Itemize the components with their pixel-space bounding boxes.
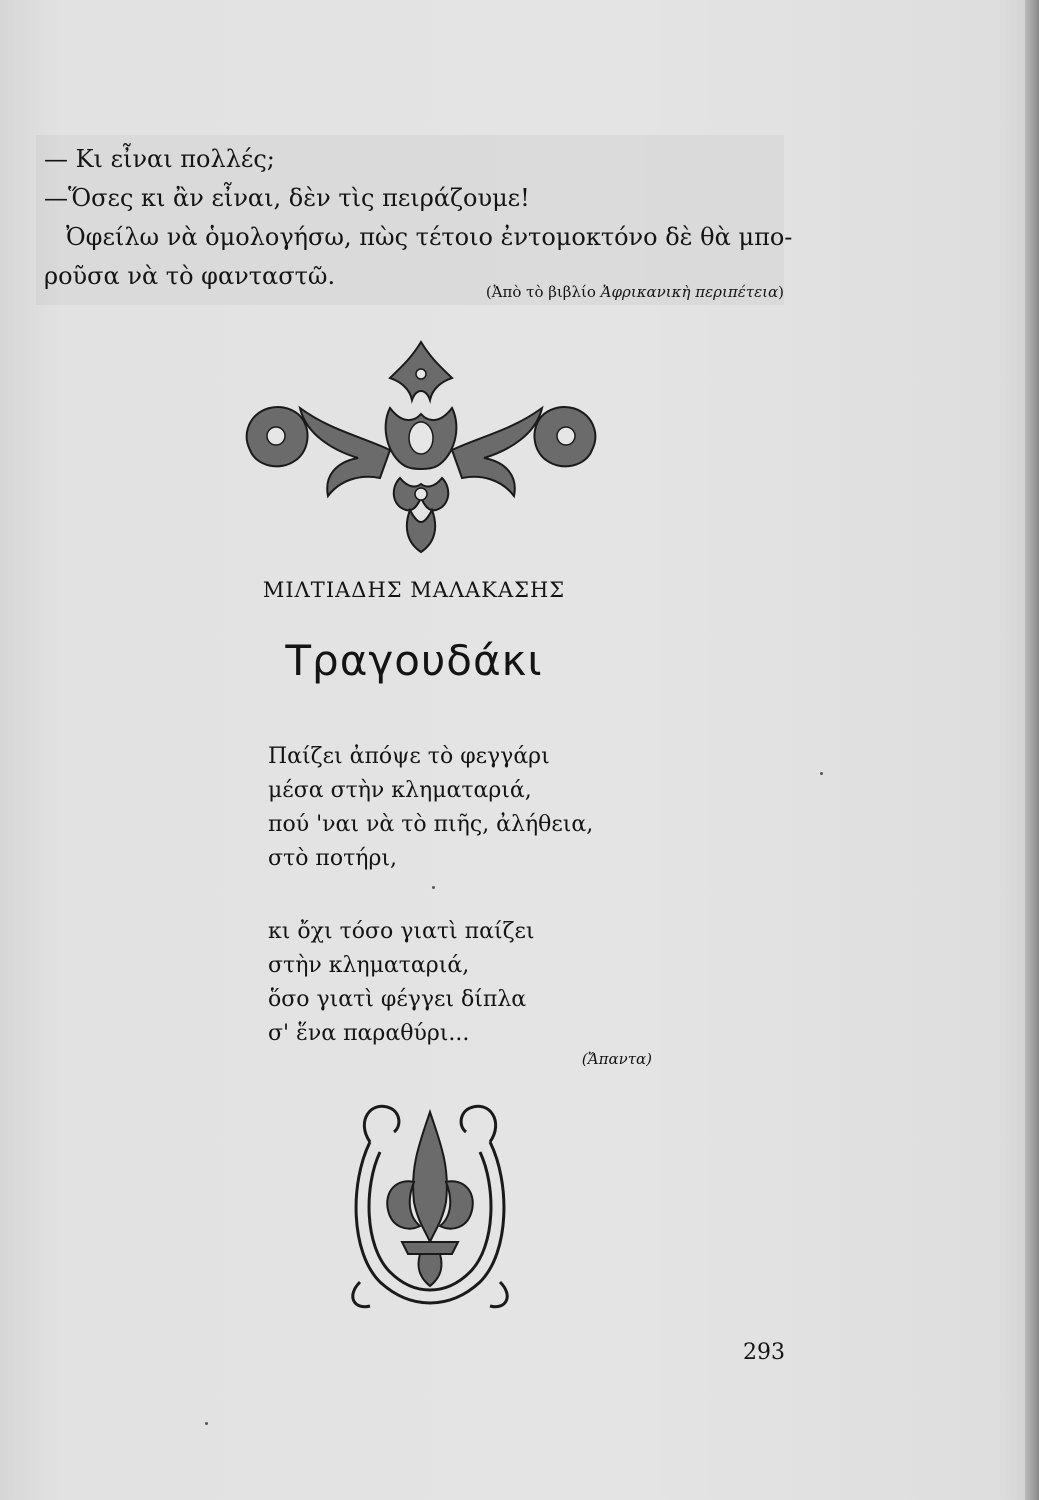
page-number: 293 [743, 1340, 785, 1365]
prose-excerpt [44, 140, 793, 296]
poem-verse: μέσα στὴν κληματαριά, [268, 778, 532, 803]
source-suffix: ) [778, 283, 784, 301]
poem-verse: κι ὄχι τόσο γιατὶ παίζει [268, 919, 535, 944]
prose-line: ροῦσα νὰ τὸ φανταστῶ. [44, 262, 336, 290]
source-prefix: (Ἀπὸ τὸ βιβλίο [485, 283, 601, 301]
poem-verse: ὅσο γιατὶ φέγγει δίπλα [268, 987, 527, 1012]
poem-stanza-1 [268, 740, 593, 876]
floral-ornament-top [240, 338, 602, 554]
fleur-ornament-bottom [340, 1082, 520, 1310]
paper-speck [205, 1422, 208, 1425]
prose-source [420, 283, 784, 301]
poem-stanza-2 [268, 915, 535, 1051]
poem-title: Τραγουδάκι [285, 636, 543, 685]
source-book-title: Ἀφρικανικὴ περιπέτεια [600, 283, 779, 301]
poem-attribution: (Ἄπαντα) [581, 1050, 652, 1068]
poem-verse: σ' ἕνα παραθύρι... [268, 1021, 470, 1046]
poem-verse: στὸ ποτήρι, [268, 846, 398, 871]
paper-speck [432, 886, 435, 889]
poem-author: ΜΙΛΤΙΑΔΗΣ ΜΑΛΑΚΑΣΗΣ [262, 578, 566, 602]
paper-speck [820, 772, 823, 775]
page-spine-shadow [1025, 0, 1039, 1500]
prose-line: —Ὅσες κι ἂν εἶναι, δὲν τὶς πειράζουμε! [44, 184, 530, 212]
poem-verse: πού 'ναι νὰ τὸ πιῆς, ἀλήθεια, [268, 812, 594, 837]
poem-verse: στὴν κληματαριά, [268, 953, 470, 978]
prose-line: Ὀφείλω νὰ ὁμολογήσω, πὼς τέτοιο ἐντομοκτόνο δὲ θὰ μπο- [66, 223, 793, 251]
prose-line: — Κι εἶναι πολλές; [44, 145, 275, 173]
poem-verse: Παίζει ἀπόψε τὸ φεγγάρι [268, 744, 550, 769]
